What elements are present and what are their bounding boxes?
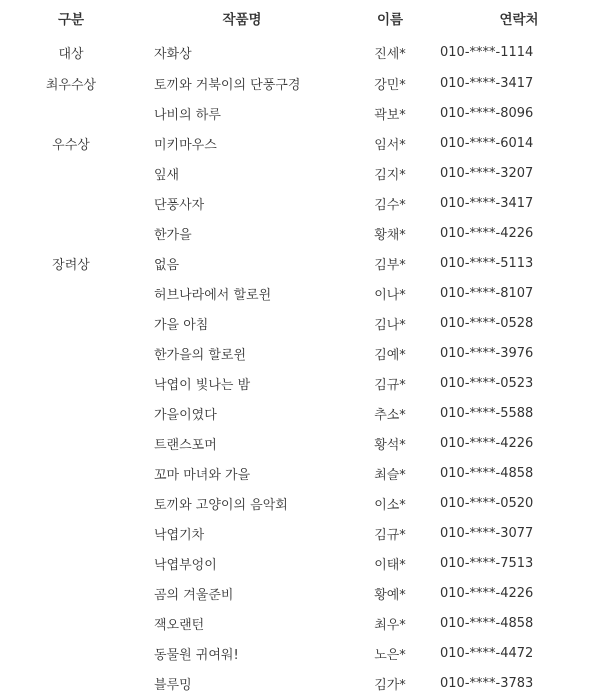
participant-name-cell: 강민* [374, 77, 406, 93]
contact-phone-cell: 010-****-8107 [440, 285, 534, 301]
participant-name-cell: 추소* [374, 407, 406, 423]
award-category-cell [0, 278, 142, 308]
table-row [0, 638, 600, 668]
award-category-cell [0, 458, 142, 488]
artwork-title-cell: 미키마우스 [154, 137, 217, 153]
award-category-cell [0, 188, 142, 218]
contact-phone-cell: 010-****-8096 [440, 105, 534, 121]
contact-phone-cell: 010-****-3207 [440, 165, 534, 181]
table-row [0, 338, 600, 368]
contact-phone-cell: 010-****-1114 [440, 44, 534, 60]
participant-name-cell: 노은* [374, 647, 406, 663]
artwork-title-cell: 트랜스포머 [154, 437, 217, 453]
contact-phone-cell: 010-****-3417 [440, 195, 534, 211]
artwork-title-cell: 허브나라에서 할로윈 [154, 287, 272, 303]
artwork-title-cell: 잎새 [154, 167, 180, 183]
table-row [0, 608, 600, 638]
artwork-title-cell: 가을이였다 [154, 407, 217, 423]
contact-phone-cell: 010-****-0520 [440, 495, 534, 511]
artwork-title-cell: 낙엽기차 [154, 527, 205, 543]
participant-name-cell: 임서* [374, 137, 406, 153]
table-row [0, 188, 600, 218]
participant-name-cell: 황예* [374, 587, 406, 603]
participant-name-cell: 황석* [374, 437, 406, 453]
artwork-title-cell: 토끼와 고양이의 음악회 [154, 497, 288, 513]
contact-phone-cell: 010-****-5588 [440, 405, 534, 421]
award-category-cell [0, 548, 142, 578]
participant-name-cell: 김규* [374, 527, 406, 543]
award-category-cell [0, 308, 142, 338]
table-row [0, 218, 600, 248]
award-category-cell: 장려상 [52, 257, 90, 273]
participant-name-cell: 최우* [374, 617, 406, 633]
table-row [0, 98, 600, 128]
participant-name-cell: 김예* [374, 347, 406, 363]
artwork-title-cell: 꼬마 마녀와 가을 [154, 467, 251, 483]
participant-name-cell: 진세* [374, 46, 406, 62]
table-header-row [0, 0, 600, 36]
participant-name-cell: 김규* [374, 377, 406, 393]
award-category-cell: 대상 [58, 46, 84, 62]
award-category-cell [0, 398, 142, 428]
participant-name-cell: 김나* [374, 317, 406, 333]
participant-name-cell: 최슬* [374, 467, 406, 483]
artwork-title-cell: 낙엽부엉이 [154, 557, 217, 573]
contact-phone-cell: 010-****-4226 [440, 435, 534, 451]
table-row [0, 488, 600, 518]
table-row [0, 158, 600, 188]
artwork-title-cell: 한가을 [154, 227, 192, 243]
table-row [0, 518, 600, 548]
table-row [0, 248, 600, 278]
participant-name-cell: 김지* [374, 167, 406, 183]
contact-phone-cell: 010-****-4858 [440, 465, 534, 481]
award-category-cell [0, 428, 142, 458]
table-row [0, 668, 600, 698]
contact-phone-cell: 010-****-4226 [440, 225, 534, 241]
participant-name-cell: 곽보* [374, 107, 406, 123]
contact-phone-cell: 010-****-4472 [440, 645, 534, 661]
table-row [0, 458, 600, 488]
table-row [0, 548, 600, 578]
contact-phone-cell: 010-****-4858 [440, 615, 534, 631]
award-category-cell [0, 368, 142, 398]
table-row [0, 398, 600, 428]
contact-phone-cell: 010-****-4226 [440, 585, 534, 601]
participant-name-cell: 김수* [374, 197, 406, 213]
participant-name-cell: 이태* [374, 557, 406, 573]
header-title: 작품명 [222, 12, 262, 28]
award-category-cell [0, 218, 142, 248]
award-category-cell [0, 338, 142, 368]
participant-name-cell: 김가* [374, 677, 406, 693]
artwork-title-cell: 가을 아침 [154, 317, 209, 333]
award-category-cell [0, 668, 142, 698]
artwork-title-cell: 단풍사자 [154, 197, 205, 213]
table-row [0, 36, 600, 68]
contact-phone-cell: 010-****-6014 [440, 135, 534, 151]
table-row [0, 68, 600, 98]
award-category-cell [0, 578, 142, 608]
artwork-title-cell: 나비의 하루 [154, 107, 221, 123]
table-row [0, 308, 600, 338]
contact-phone-cell: 010-****-0523 [440, 375, 534, 391]
artwork-title-cell: 곰의 겨울준비 [154, 587, 234, 603]
contact-phone-cell: 010-****-7513 [440, 555, 534, 571]
award-category-cell: 우수상 [52, 137, 90, 153]
artwork-title-cell: 잭오랜턴 [154, 617, 205, 633]
contact-phone-cell: 010-****-3783 [440, 675, 534, 691]
participant-name-cell: 황채* [374, 227, 406, 243]
award-category-cell [0, 608, 142, 638]
header-contact: 연락처 [499, 12, 539, 28]
award-category-cell [0, 488, 142, 518]
table-row [0, 278, 600, 308]
participant-name-cell: 김부* [374, 257, 406, 273]
table-body [0, 36, 600, 698]
artwork-title-cell: 낙엽이 빛나는 밤 [154, 377, 251, 393]
participant-name-cell: 이나* [374, 287, 406, 303]
header-category: 구분 [57, 12, 85, 28]
table-row [0, 428, 600, 458]
award-category-cell: 최우수상 [45, 77, 97, 93]
award-category-cell [0, 158, 142, 188]
award-category-cell [0, 98, 142, 128]
artwork-title-cell: 자화상 [154, 46, 192, 62]
artwork-title-cell: 없음 [154, 257, 180, 273]
table-row [0, 128, 600, 158]
table-row [0, 368, 600, 398]
award-category-cell [0, 518, 142, 548]
artwork-title-cell: 한가을의 할로윈 [154, 347, 247, 363]
award-category-cell [0, 638, 142, 668]
contact-phone-cell: 010-****-5113 [440, 255, 534, 271]
contact-phone-cell: 010-****-0528 [440, 315, 534, 331]
contact-phone-cell: 010-****-3417 [440, 75, 534, 91]
artwork-title-cell: 동물원 귀여워! [154, 647, 239, 663]
participant-name-cell: 이소* [374, 497, 406, 513]
contact-phone-cell: 010-****-3976 [440, 345, 534, 361]
artwork-title-cell: 토끼와 거북이의 단풍구경 [154, 77, 301, 93]
table-row [0, 578, 600, 608]
artwork-title-cell: 블루밍 [154, 677, 192, 693]
contact-phone-cell: 010-****-3077 [440, 525, 534, 541]
header-name: 이름 [376, 12, 404, 28]
